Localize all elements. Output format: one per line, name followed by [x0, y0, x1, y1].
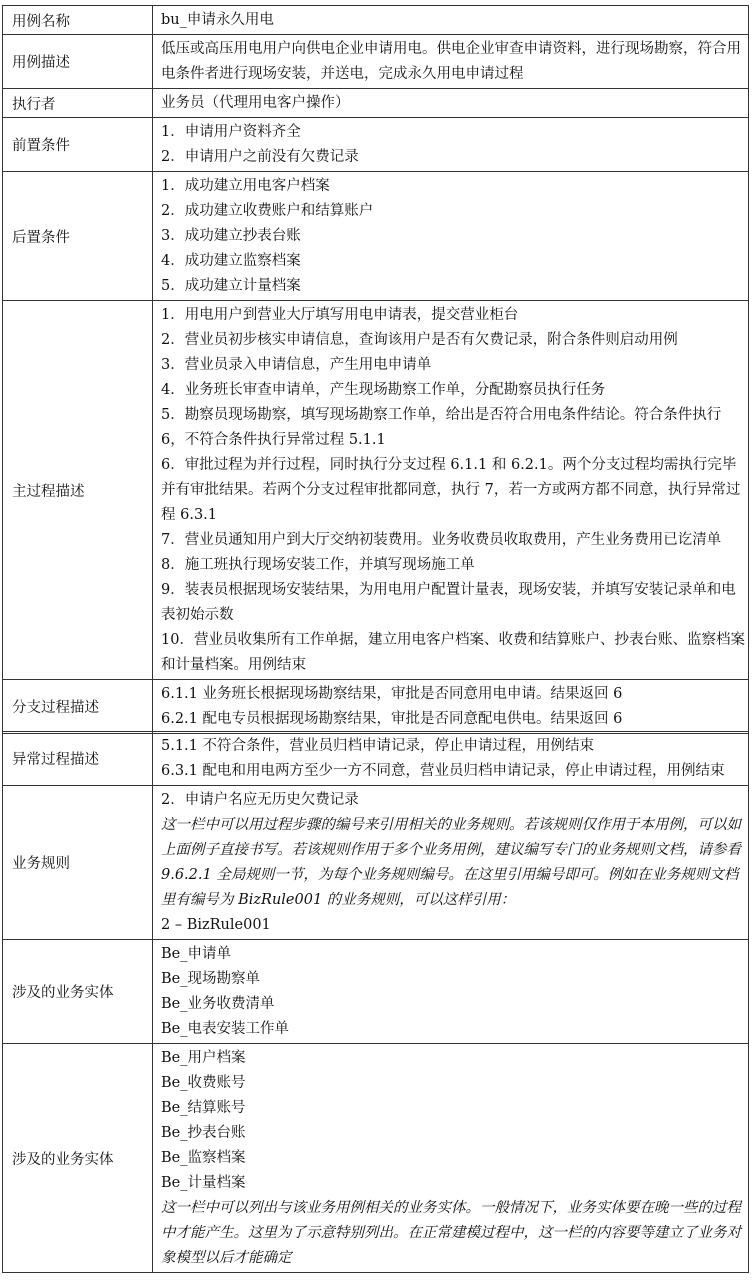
- row-business-rules: [3, 786, 749, 940]
- use-case-table-part1: [2, 5, 749, 734]
- row-actor: [3, 89, 749, 118]
- row-value: [153, 301, 749, 680]
- list-item: 6．审批过程为并行过程，同时执行分支过程 6.1.1 和 6.2.1。两个分支过程均需执行完毕并有审批结果。若两个分支过程审批都同意，执行 7，若一方或两方都不同意，执行异常过程 6.3.1: [161, 457, 741, 523]
- list-item: Be_收费账号: [161, 1075, 246, 1091]
- list-item: 2．成功建立收费账户和结算账户: [161, 203, 374, 219]
- row-label: 异常过程描述: [3, 732, 153, 786]
- list-item: 1．成功建立用电客户档案: [161, 178, 330, 194]
- list-item: Be_电表安装工作单: [161, 1021, 289, 1037]
- row-label: 用例名称: [3, 6, 153, 35]
- row-value: [153, 732, 749, 786]
- row-label: 分支过程描述: [3, 680, 153, 734]
- row-label: 涉及的业务实体: [3, 940, 153, 1044]
- row-value: 低压或高压用电用户向供电企业申请用电。供电企业审查申请资料，进行现场勘察，符合用电条件者进行现场安装，并送电，完成永久用电申请过程: [153, 35, 749, 89]
- list-item: Be_现场勘察单: [161, 971, 260, 987]
- list-item: 4．业务班长审查申请单，产生现场勘察工作单，分配勘察员执行任务: [161, 382, 606, 398]
- list-item: Be_监察档案: [161, 1150, 246, 1166]
- list-item: 9．装表员根据现场安装结果，为用电用户配置计量表，现场安装，并填写安装记录单和电表初始示数: [161, 582, 736, 623]
- row-business-entities-b: [3, 1044, 749, 1273]
- row-exception-flow: [3, 732, 749, 786]
- business-rule: 2．申请户名应无历史欠费记录: [161, 792, 359, 808]
- business-rule-note: 这一栏中可以用过程步骤的编号来引用相关的业务规则。若该规则仅作用于本用例，可以如上面例子直接书写。若该规则作用于多个业务用例，建议编写专门的业务规则文档，请参看 9.6.2.1 全局规则一节，为每个业务规则编号。在这里引用编号即可。例如在业务规则文档里有编号为 BizRule001 的业务规则，可以这样引用：: [161, 817, 741, 908]
- list-item: 10．营业员收集所有工作单据，建立用电客户档案、收费和结算账户、抄表台账、监察档案和计量档案。用例结束: [161, 632, 745, 673]
- list-item: 5．成功建立计量档案: [161, 278, 301, 294]
- row-use-case-name: [3, 6, 749, 35]
- row-value: [153, 940, 749, 1044]
- row-label: 主过程描述: [3, 301, 153, 680]
- row-value: [153, 1044, 749, 1273]
- row-preconditions: [3, 118, 749, 172]
- row-label: 后置条件: [3, 172, 153, 301]
- list-item: 3．成功建立抄表台账: [161, 228, 301, 244]
- list-item: 6.2.1 配电专员根据现场勘察结果，审批是否同意配电供电。结果返回 6: [161, 711, 623, 727]
- list-item: 1．用电用户到营业大厅填写用电申请表，提交营业柜台: [161, 307, 519, 323]
- list-item: 7．营业员通知用户到大厅交纳初装费用。业务收费员收取费用，产生业务费用已讫清单: [161, 532, 722, 548]
- row-value: 业务员（代理用电客户操作）: [153, 89, 749, 118]
- list-item: Be_申请单: [161, 946, 231, 962]
- row-label: 涉及的业务实体: [3, 1044, 153, 1273]
- use-case-table-part2: [2, 731, 749, 1273]
- list-item: 5．勘察员现场勘察，填写现场勘察工作单，给出是否符合用电条件结论。符合条件执行 6，不符合条件执行异常过程 5.1.1: [161, 407, 722, 448]
- list-item: Be_结算账号: [161, 1100, 246, 1116]
- list-item: 3．营业员录入申请信息，产生用电申请单: [161, 357, 432, 373]
- business-rule-example: 2 – BizRule001: [161, 917, 271, 933]
- row-main-flow: [3, 301, 749, 680]
- list-item: Be_抄表台账: [161, 1125, 246, 1141]
- row-value: [153, 172, 749, 301]
- list-item: 5.1.1 不符合条件，营业员归档申请记录，停止申请过程，用例结束: [161, 738, 595, 754]
- row-value: bu_申请永久用电: [153, 6, 749, 35]
- list-item: 2．营业员初步核实申请信息，查询该用户是否有欠费记录，附合条件则启动用例: [161, 332, 678, 348]
- row-label: 执行者: [3, 89, 153, 118]
- list-item: 2．申请用户之前没有欠费记录: [161, 149, 359, 165]
- list-item: Be_计量档案: [161, 1175, 246, 1191]
- row-business-entities-a: [3, 940, 749, 1044]
- row-use-case-description: [3, 35, 749, 89]
- list-item: 6.3.1 配电和用电两方至少一方不同意，营业员归档申请记录，停止申请过程，用例结束: [161, 763, 725, 779]
- list-item: 8．施工班执行现场安装工作，并填写现场施工单: [161, 557, 475, 573]
- entities-note: 这一栏中可以列出与该业务用例相关的业务实体。一般情况下，业务实体要在晚一些的过程中才能产生。这里为了示意特别列出。在正常建模过程中，这一栏的内容要等建立了业务对象模型以后才能确定: [161, 1200, 741, 1266]
- list-item: Be_用户档案: [161, 1050, 246, 1066]
- row-label: 前置条件: [3, 118, 153, 172]
- list-item: Be_业务收费清单: [161, 996, 275, 1012]
- list-item: 4．成功建立监察档案: [161, 253, 301, 269]
- row-value: [153, 786, 749, 940]
- row-postconditions: [3, 172, 749, 301]
- row-branch-flow: [3, 680, 749, 734]
- list-item: 1．申请用户资料齐全: [161, 124, 301, 140]
- row-label: 用例描述: [3, 35, 153, 89]
- row-value: [153, 680, 749, 734]
- list-item: 6.1.1 业务班长根据现场勘察结果，审批是否同意用电申请。结果返回 6: [161, 686, 623, 702]
- row-value: [153, 118, 749, 172]
- row-label: 业务规则: [3, 786, 153, 940]
